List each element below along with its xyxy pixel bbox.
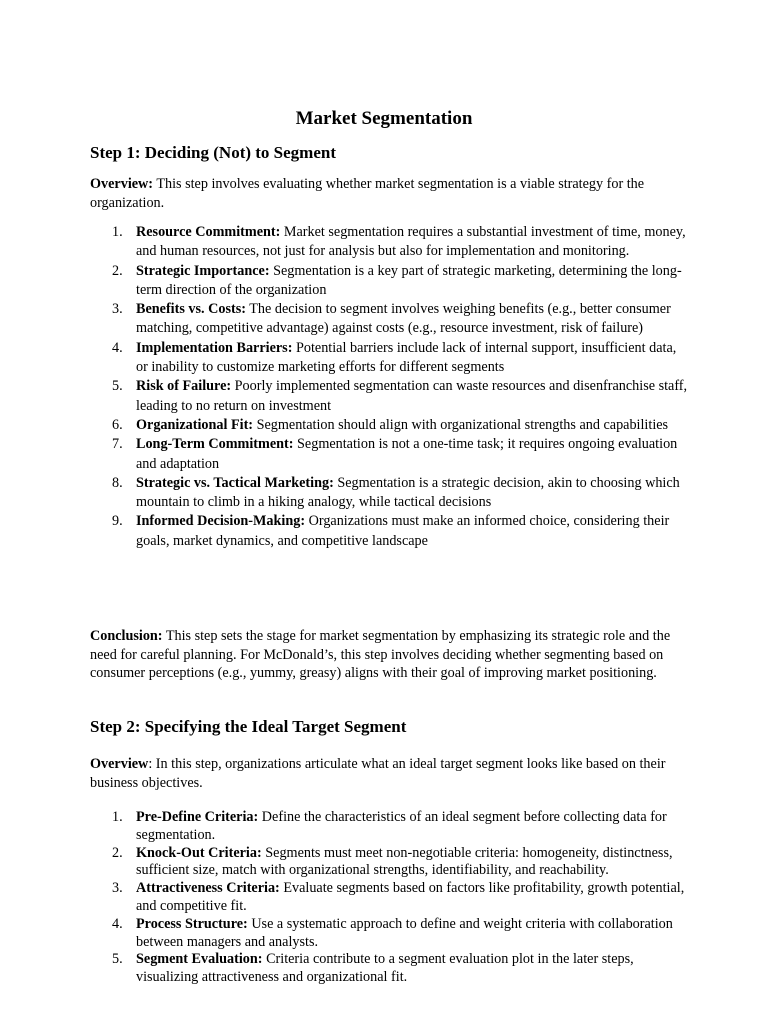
step2-list [90, 809, 690, 987]
step2-overview-text: : In this step, organizations articulate what an ideal target segment looks like based on their business objectives. [90, 756, 666, 791]
list-item-number: 9. [112, 513, 123, 530]
list-item-number: 7. [112, 436, 123, 453]
list-item-number: 3. [112, 301, 123, 318]
step1-overview-label: Overview: [90, 176, 154, 192]
list-item-label: Long-Term Commitment: [136, 436, 294, 453]
list-item-label: Strategic Importance: [136, 262, 270, 279]
step1-list [90, 223, 690, 551]
list-item [90, 512, 690, 551]
list-item-text: Segmentation is a strategic decision, akin to choosing which mountain to climb in a hiking analogy, while tactical decisions [136, 474, 680, 511]
list-item-text: Poorly implemented segmentation can waste resources and disenfranchise staff, leading to no return on investment [136, 378, 688, 414]
list-item-label: Knock-Out Criteria: [136, 844, 262, 861]
list-item-text: Potential barriers include lack of internal support, insufficient data, or inability to customize marketing efforts for different segments [136, 339, 677, 376]
step1-conclusion [90, 627, 680, 683]
list-item-number: 1. [112, 809, 123, 825]
step1-conclusion-label: Conclusion: [90, 628, 163, 644]
list-item [90, 435, 690, 474]
list-item-number: 6. [112, 416, 123, 433]
list-item [90, 416, 690, 435]
step1-overview [90, 175, 680, 212]
list-item-label: Strategic vs. Tactical Marketing: [136, 474, 334, 491]
list-item-number: 8. [112, 474, 123, 491]
list-item-text: Segmentation should align with organizational strengths and capabilities [253, 416, 669, 433]
page-title: Market Segmentation [295, 108, 473, 129]
list-item [90, 916, 690, 952]
list-item-number: 4. [112, 339, 123, 356]
list-item [90, 845, 690, 881]
list-item-label: Segment Evaluation: [136, 951, 263, 968]
list-item-text: Criteria contribute to a segment evaluation plot in the later steps, visualizing attractiveness and organizational fit. [136, 951, 634, 986]
list-item-text: Segments must meet non-negotiable criteria: homogeneity, distinctness, sufficient size, match with organizational strengths, identifiability, and reachability. [136, 844, 673, 879]
step2-overview [90, 755, 680, 792]
list-item [90, 377, 690, 416]
list-item-number: 4. [112, 915, 123, 932]
list-item-label: Resource Commitment: [136, 224, 281, 240]
list-item-text: The decision to segment involves weighing benefits (e.g., better consumer matching, competitive advantage) against costs (e.g., resource investment, risk of failure) [136, 301, 671, 337]
list-item-text: Market segmentation requires a substantial investment of time, money, and human resources, not just for analysis but also for implementation and monitoring. [136, 224, 686, 260]
list-item-text: Evaluate segments based on factors like profitability, growth potential, and competitive fit. [136, 880, 685, 914]
list-item-number: 3. [112, 880, 123, 897]
list-item-text: Segmentation is a key part of strategic marketing, determining the long-term direction of the organization [136, 262, 682, 298]
list-item [90, 223, 690, 262]
step2-heading: Step 2: Specifying the Ideal Target Segment [90, 717, 407, 736]
step1-heading: Step 1: Deciding (Not) to Segment [90, 143, 336, 162]
list-item-number: 1. [112, 224, 123, 240]
list-item [90, 474, 690, 513]
step1-conclusion-text: This step sets the stage for market segmentation by emphasizing its strategic role and the need for careful planning. For McDonald’s, this step involves deciding whether segmenting based on consumer perceptions (e.g., yummy, greasy) aligns with their goal of improving market positioning. [90, 628, 671, 681]
list-item-label: Risk of Failure: [136, 378, 232, 395]
list-item-text: Organizations must make an informed choice, considering their goals, market dynamics, and competitive landscape [136, 513, 670, 549]
list-item [90, 951, 690, 987]
list-item-number: 5. [112, 378, 123, 395]
list-item-label: Pre-Define Criteria: [136, 809, 259, 825]
list-item-label: Implementation Barriers: [136, 339, 293, 356]
list-item-text: Segmentation is not a one-time task; it requires ongoing evaluation and adaptation [136, 436, 678, 472]
list-item-text: Use a systematic approach to define and weight criteria with collaboration between managers and analysts. [136, 915, 673, 950]
list-item-label: Attractiveness Criteria: [136, 880, 280, 897]
list-item-number: 5. [112, 951, 123, 968]
list-item-number: 2. [112, 262, 123, 279]
step2-overview-label: Overview [90, 756, 149, 772]
list-item-text: Define the characteristics of an ideal segment before collecting data for segmentation. [136, 809, 667, 843]
list-item-label: Process Structure: [136, 915, 248, 932]
list-item-label: Informed Decision-Making: [136, 513, 306, 530]
list-item-label: Organizational Fit: [136, 416, 254, 433]
list-item [90, 809, 690, 845]
list-item [90, 300, 690, 339]
list-item [90, 262, 690, 301]
list-item [90, 339, 690, 378]
step1-overview-text: This step involves evaluating whether market segmentation is a viable strategy for the organization. [90, 176, 645, 211]
list-item [90, 880, 690, 916]
list-item-label: Benefits vs. Costs: [136, 301, 246, 318]
list-item-number: 2. [112, 844, 123, 861]
